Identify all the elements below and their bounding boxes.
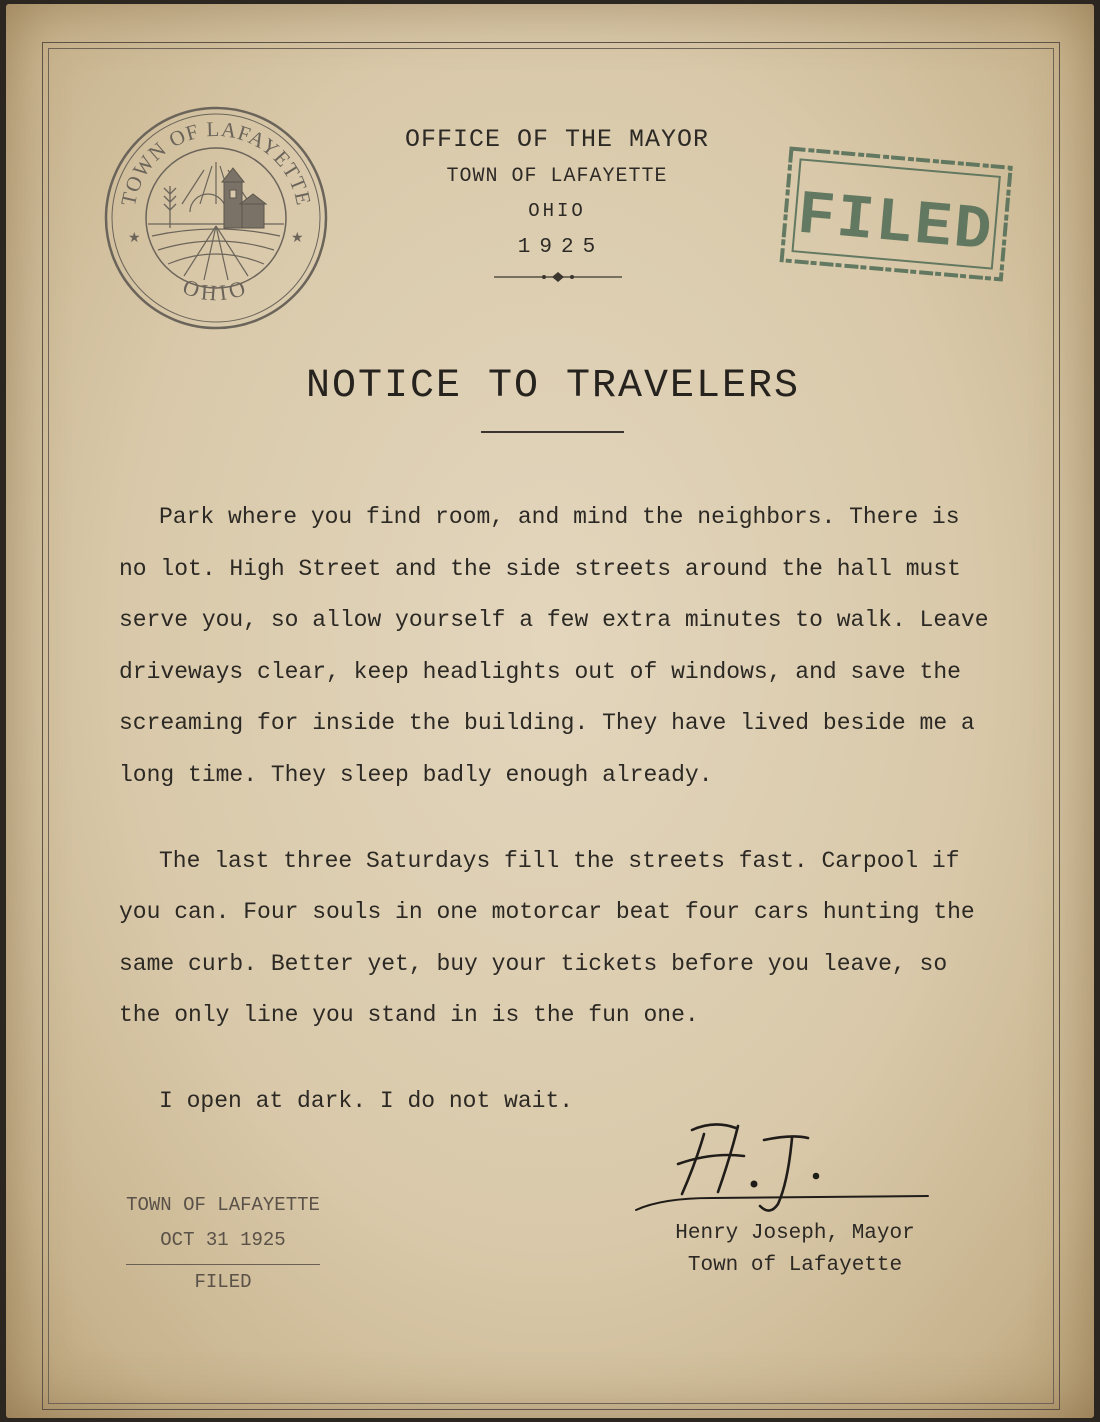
year: 1925 bbox=[517, 236, 605, 259]
letterhead bbox=[350, 124, 764, 268]
body-paragraph: Park where you find room, and mind the neighbors. There is no lot. High Street and the side streets around the hall must serve you, so allow yourself a few extra minutes to walk. Leave driveways clear, keep headlights out of windows, and save the screaming for inside the building. They have lived beside me a long time. They sleep badly enough already. bbox=[119, 504, 989, 788]
signature-block bbox=[650, 1218, 940, 1282]
filing-date: OCT 31 1925 bbox=[160, 1229, 286, 1251]
signer-name: Henry Joseph, Mayor bbox=[675, 1222, 915, 1245]
notice-title: NOTICE TO TRAVELERS bbox=[305, 364, 801, 409]
filed-stamp bbox=[776, 146, 1016, 286]
body-paragraph: The last three Saturdays fill the streets fast. Carpool if you can. Four souls in one motorcar beat four cars hunting the same curb. Better yet, buy your tickets before you leave, so the only line you stand in is the fun one. bbox=[119, 847, 975, 1029]
town-name: TOWN OF LAFAYETTE bbox=[446, 165, 668, 188]
svg-text:★: ★ bbox=[291, 230, 304, 246]
office-title: OFFICE OF THE MAYOR bbox=[404, 125, 710, 154]
filing-status: FILED bbox=[194, 1271, 252, 1293]
seal-ring-top: TOWN OF LAFAYETTE bbox=[115, 116, 317, 208]
notice-body bbox=[119, 492, 999, 1128]
state-name: OHIO bbox=[528, 200, 586, 222]
svg-text:★: ★ bbox=[128, 230, 141, 246]
title-underline bbox=[481, 431, 624, 433]
header-ornament bbox=[494, 270, 622, 284]
signer-town: Town of Lafayette bbox=[687, 1254, 903, 1277]
signature-initials bbox=[632, 1112, 932, 1212]
town-seal bbox=[104, 104, 328, 332]
body-paragraph: I open at dark. I do not wait. bbox=[159, 1087, 574, 1114]
stamp-text: FILED bbox=[794, 179, 997, 268]
svg-text:OHIO bbox=[180, 274, 252, 306]
filing-town: TOWN OF LAFAYETTE bbox=[126, 1194, 320, 1216]
filing-stamp-block bbox=[112, 1188, 334, 1300]
seal-ring-bottom: OHIO bbox=[179, 273, 253, 306]
